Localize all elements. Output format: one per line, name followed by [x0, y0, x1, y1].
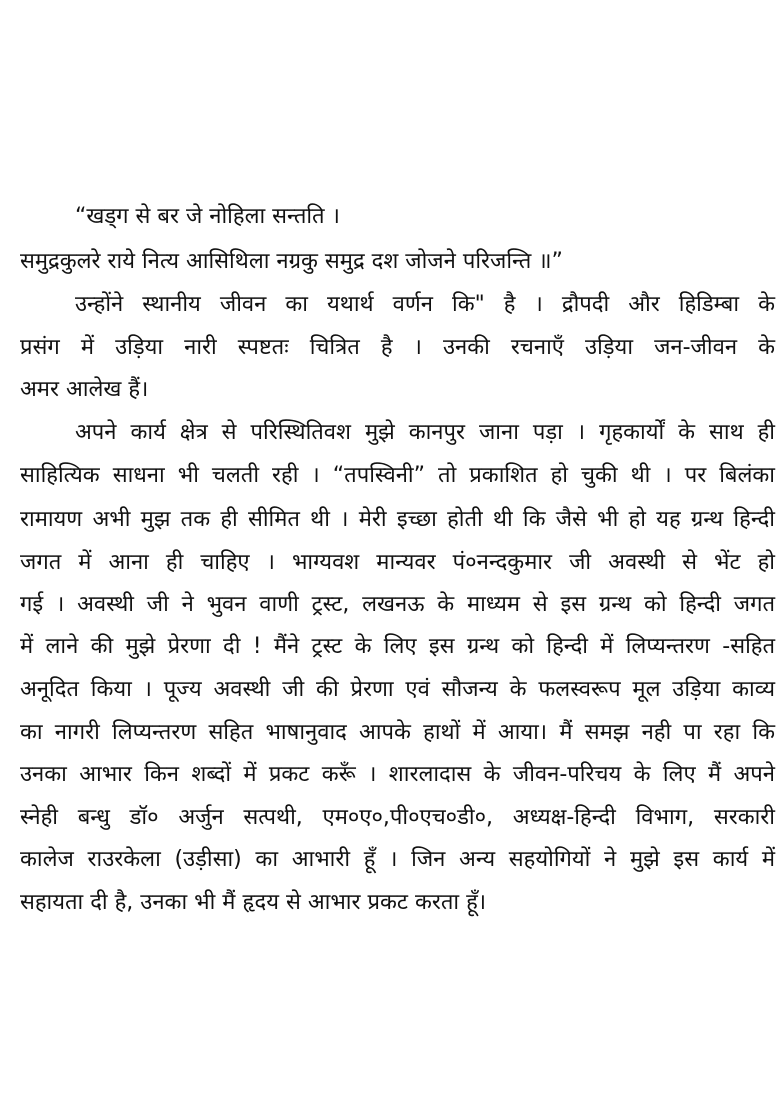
paragraph-1-line-1: उन्होंने स्थानीय जीवन का यथार्थ वर्णन कि" है । द्रौपदी और हिडिम्बा के: [75, 292, 775, 317]
paragraph-1-line-3: अमर आलेख हैं।: [20, 377, 149, 402]
paragraph-2-line-2: साहित्यिक साधना भी चलती रही । “तपस्विनी” तो प्रकाशित हो चुकी थी । पर बिलंका: [20, 463, 775, 488]
verse-line-1: “खड्ग से बर जे नोहिला सन्तति ।: [75, 204, 340, 229]
paragraph-2-line-10: स्नेही बन्धु डॉ० अर्जुन सत्पथी, एम०ए०,पी०एच०डी०, अध्यक्ष-हिन्दी विभाग, सरकारी: [20, 805, 775, 830]
paragraph-2-line-6: में लाने की मुझे प्रेरणा दी ! मैंने ट्रस्ट के लिए इस ग्रन्थ को हिन्दी में लिप्यन्तरण -सहित: [20, 634, 775, 659]
paragraph-2-line-12: सहायता दी है, उनका भी मैं हृदय से आभार प्रकट करता हूँ।: [20, 890, 487, 915]
verse-line-2: समुद्रकुलरे राये नित्य आसिथिला नग्रकु समुद्र दश जोजने परिजन्ति ॥”: [20, 249, 563, 274]
paragraph-2-line-7: अनूदित किया । पूज्य अवस्थी जी की प्रेरणा एवं सौजन्य के फलस्वरूप मूल उड़िया काव्य: [20, 677, 775, 702]
paragraph-2-line-3: रामायण अभी मुझ तक ही सीमित थी । मेरी इच्छा होती थी कि जैसे भी हो यह ग्रन्थ हिन्दी: [20, 507, 775, 532]
paragraph-2-line-9: उनका आभार किन शब्दों में प्रकट करूँ । शारलादास के जीवन-परिचय के लिए मैं अपने: [20, 762, 775, 787]
paragraph-2-line-11: कालेज राउरकेला (उड़ीसा) का आभारी हूँ । जिन अन्य सहयोगियों ने मुझे इस कार्य में: [20, 847, 775, 872]
paragraph-2-line-4: जगत में आना ही चाहिए । भाग्यवश मान्यवर पं०नन्दकुमार जी अवस्थी से भेंट हो: [20, 550, 775, 575]
paragraph-2-line-5: गई । अवस्थी जी ने भुवन वाणी ट्रस्ट, लखनऊ के माध्यम से इस ग्रन्थ को हिन्दी जगत: [20, 592, 775, 617]
paragraph-2-line-8: का नागरी लिप्यन्तरण सहित भाषानुवाद आपके हाथों में आया। मैं समझ नही पा रहा कि: [20, 720, 775, 745]
paragraph-1-line-2: प्रसंग में उड़िया नारी स्पष्टतः चित्रित है । उनकी रचनाएँ उड़िया जन-जीवन के: [20, 335, 775, 360]
paragraph-2-line-1: अपने कार्य क्षेत्र से परिस्थितिवश मुझे कानपुर जाना पड़ा । गृहकार्यों के साथ ही: [75, 420, 775, 445]
